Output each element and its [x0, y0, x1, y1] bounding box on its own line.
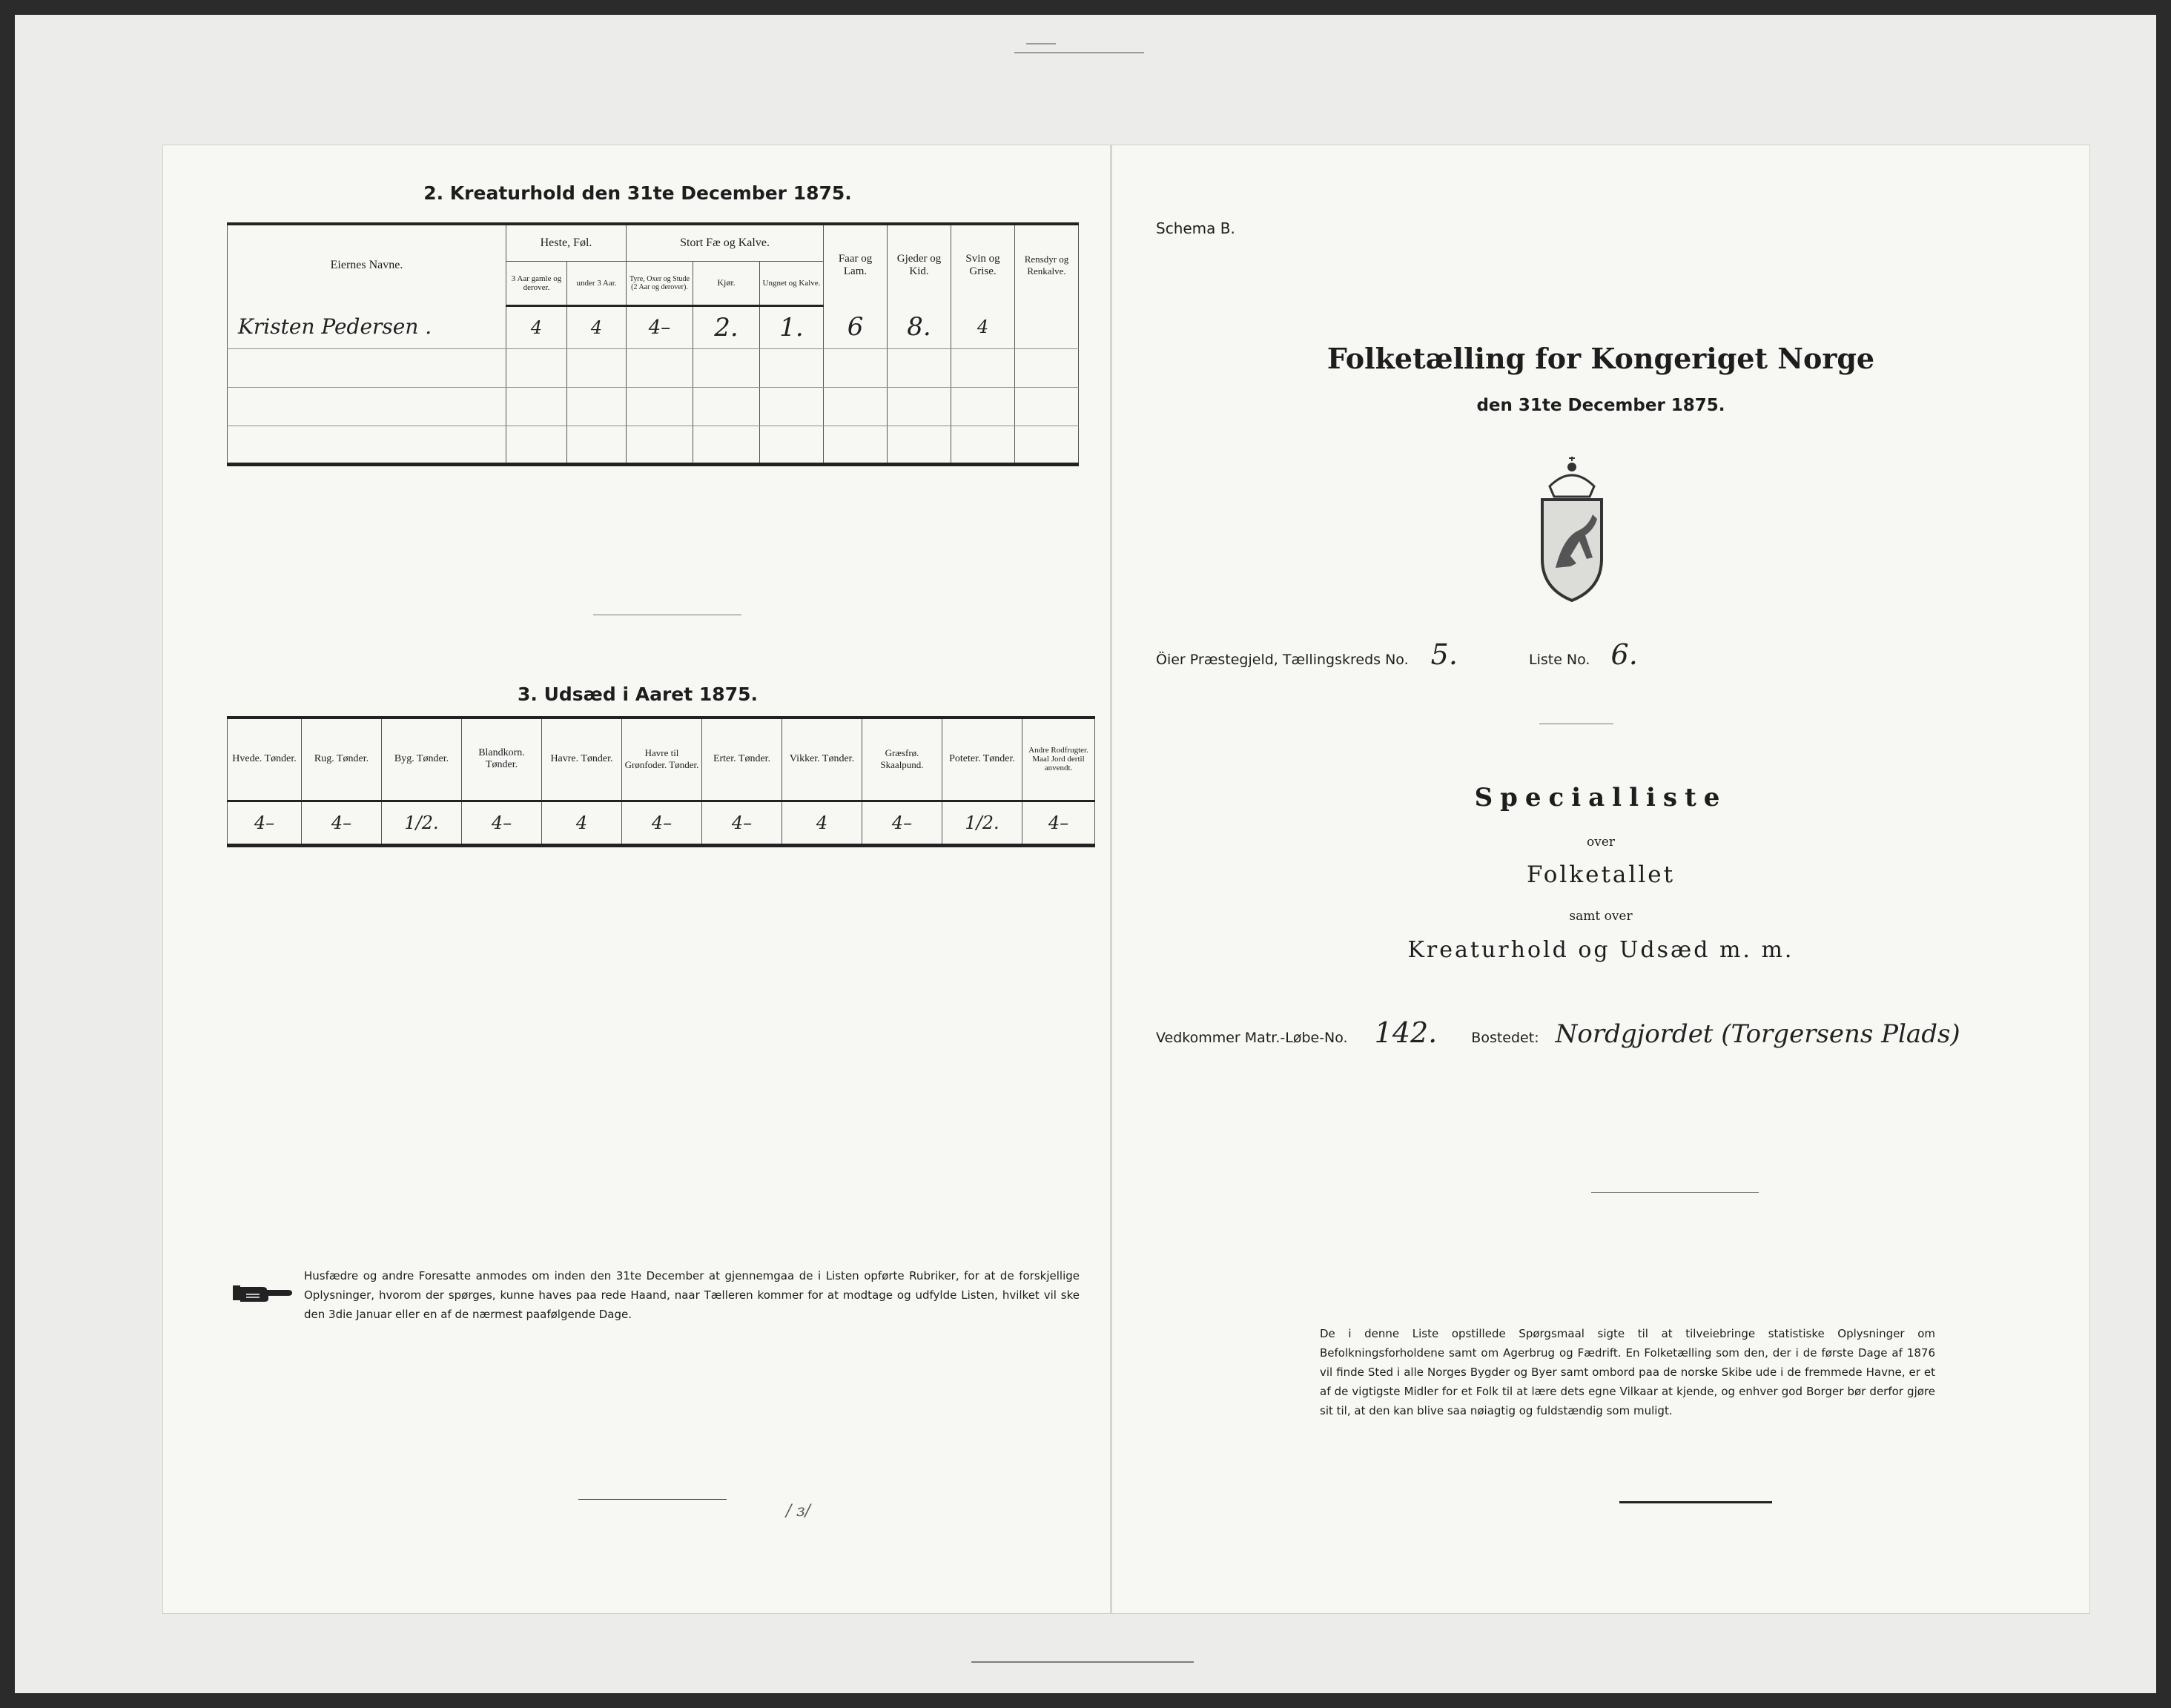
- form-subtitle: den 31te December 1875.: [1476, 396, 1725, 415]
- cattle-young-header: Ungnet og Kalve.: [760, 261, 824, 305]
- empty-cell: [824, 387, 888, 426]
- empty-cell: [888, 387, 951, 426]
- empty-cell: [567, 387, 627, 426]
- owner-cell: [228, 387, 506, 426]
- cattle-young-cell: 1.: [760, 305, 824, 348]
- sowing-header: Græsfrø. Skaalpund.: [862, 718, 942, 801]
- empty-cell: [627, 387, 693, 426]
- sowing-header: Byg. Tønder.: [382, 718, 462, 801]
- empty-cell: [824, 426, 888, 464]
- empty-cell: [506, 348, 567, 387]
- left-page: [163, 145, 1110, 1613]
- empty-cell: [951, 348, 1015, 387]
- owner-cell: Kristen Pedersen .: [228, 305, 506, 348]
- census-form-sheet: [163, 145, 2089, 1613]
- specialliste-heading: Specialliste: [1474, 783, 1728, 812]
- scan-top-mark-short: [1026, 43, 1056, 44]
- sowing-header: Hvede. Tønder.: [228, 718, 302, 801]
- empty-cell: [1015, 348, 1079, 387]
- scan-top-mark: [1014, 52, 1144, 53]
- pigs-cell: 4: [951, 305, 1015, 348]
- empty-cell: [951, 387, 1015, 426]
- reindeer-cell: [1015, 305, 1079, 348]
- empty-cell: [760, 426, 824, 464]
- sowing-header: Rug. Tønder.: [302, 718, 382, 801]
- horses-group-header: Heste, Føl.: [506, 224, 627, 261]
- parish-name: Öier: [1156, 652, 1186, 668]
- sowing-value-cell: 4: [542, 801, 622, 845]
- signature-line: [578, 1499, 727, 1500]
- reindeer-header: Rensdyr og Renkalve.: [1015, 224, 1079, 305]
- horses-over3-header: 3 Aar gamle og derover.: [506, 261, 567, 305]
- sowing-header: Erter. Tønder.: [702, 718, 782, 801]
- empty-cell: [760, 348, 824, 387]
- empty-cell: [627, 426, 693, 464]
- cattle-bulls-header: Tyre, Oxer og Stude (2 Aar og derover).: [627, 261, 693, 305]
- sowing-table: [227, 716, 1095, 847]
- property-line: [1156, 1016, 1960, 1049]
- livestock-table: [227, 222, 1079, 466]
- instruction-text: Husfædre og andre Foresatte anmodes om inden den 31te December at gjennemgaa de i Listen opførte Rubriker, for at de forskjellige Oplysninger, hvorom der spørges, kunne haves paa rede Haand, naar Tælleren kommer for at modtage og udfylde Listen, hvilket vil ske den 3die Januar eller en af de nærmest paafølgende Dage.: [304, 1269, 1080, 1321]
- sowing-value-cell: 1/2.: [382, 801, 462, 845]
- sowing-header: Blandkorn. Tønder.: [462, 718, 542, 801]
- bosted-label: Bostedet:: [1471, 1030, 1539, 1046]
- cattle-group-header: Stort Fæ og Kalve.: [627, 224, 824, 261]
- list-label: Liste No.: [1528, 652, 1590, 668]
- matr-number: 142.: [1374, 1016, 1438, 1049]
- sowing-header: Havre. Tønder.: [542, 718, 622, 801]
- coat-of-arms-icon: [1520, 457, 1624, 605]
- empty-cell: [888, 348, 951, 387]
- parish-line: [1156, 638, 1638, 671]
- empty-cell: [888, 426, 951, 464]
- sowing-value-cell: 4–: [702, 801, 782, 845]
- horses-over3-cell: 4: [506, 305, 567, 348]
- district-number: 5.: [1430, 638, 1458, 671]
- empty-cell: [824, 348, 888, 387]
- empty-cell: [506, 426, 567, 464]
- livestock-row: [228, 348, 1079, 387]
- sowing-header: Havre til Grønfoder. Tønder.: [622, 718, 702, 801]
- cattle-bulls-cell: 4–: [627, 305, 693, 348]
- sowing-value-cell: 4–: [622, 801, 702, 845]
- over-text: over: [1586, 835, 1616, 850]
- sowing-section-title: 3. Udsæd i Aaret 1875.: [518, 683, 758, 705]
- sheep-cell: 6: [824, 305, 888, 348]
- sowing-value-cell: 4–: [228, 801, 302, 845]
- form-title: Folketælling for Kongeriget Norge: [1326, 342, 1875, 375]
- sowing-header: Poteter. Tønder.: [942, 718, 1022, 801]
- cattle-cows-header: Kjør.: [693, 261, 760, 305]
- empty-cell: [627, 348, 693, 387]
- goats-header: Gjeder og Kid.: [888, 224, 951, 305]
- sowing-header: Andre Rodfrugter. Maal Jord dertil anvendt.: [1022, 718, 1095, 801]
- scan-bottom-squiggle: [971, 1661, 1194, 1663]
- empty-cell: [567, 348, 627, 387]
- right-page: [1112, 145, 2089, 1613]
- matr-label: Vedkommer Matr.-Løbe-No.: [1156, 1030, 1348, 1046]
- goats-cell: 8.: [888, 305, 951, 348]
- sowing-value-cell: 4–: [1022, 801, 1095, 845]
- owner-cell: [228, 426, 506, 464]
- pointing-hand-icon: [231, 1277, 292, 1306]
- sowing-header: Vikker. Tønder.: [782, 718, 862, 801]
- livestock-row: [228, 305, 1079, 348]
- scan-background: [15, 15, 2156, 1693]
- livestock-row: [228, 387, 1079, 426]
- sheep-header: Faar og Lam.: [824, 224, 888, 305]
- bosted-value: Nordgjordet (Torgersens Plads): [1555, 1019, 1960, 1049]
- bottom-rule: [1619, 1501, 1772, 1503]
- empty-cell: [693, 348, 760, 387]
- schema-label: Schema B.: [1156, 219, 1235, 237]
- empty-cell: [1015, 387, 1079, 426]
- empty-cell: [693, 426, 760, 464]
- empty-cell: [760, 387, 824, 426]
- owner-header: Eiernes Navne.: [228, 224, 506, 305]
- samt-over-text: samt over: [1569, 909, 1633, 924]
- empty-cell: [1015, 426, 1079, 464]
- parish-label: Præstegjeld,: [1189, 652, 1278, 668]
- kreaturhold-line: Kreaturhold og Udsæd m. m.: [1407, 937, 1794, 963]
- footer-explanation: De i denne Liste opstillede Spørgsmaal sigte til at tilveiebringe statistiske Oplysninger om Befolkningsforholdene samt om Agerbrug og Fædrift. En Folketælling som den, der i de første Dage af 1876 vil finde Sted i alle Norges Bygder og Byer samt ombord paa de norske Skibe ude i de fremmede Havne, er et af de vigtigste Midler for et Folk til at lære dets egne Vilkaar at kjende, og enhver god Borger bør derfor gjøre sit til, at den kan blive saa nøiagtig og fuldstændig som muligt.: [1320, 1327, 1935, 1417]
- empty-cell: [567, 426, 627, 464]
- divider: [1591, 1192, 1759, 1193]
- empty-cell: [951, 426, 1015, 464]
- sowing-value-cell: 4: [782, 801, 862, 845]
- folketallet-text: Folketallet: [1526, 861, 1676, 888]
- district-label: Tællingskreds No.: [1282, 652, 1409, 668]
- livestock-section-title: 2. Kreaturhold den 31te December 1875.: [423, 182, 852, 204]
- horses-under3-header: under 3 Aar.: [567, 261, 627, 305]
- empty-cell: [506, 387, 567, 426]
- pigs-header: Svin og Grise.: [951, 224, 1015, 305]
- sowing-value-cell: 4–: [302, 801, 382, 845]
- horses-under3-cell: 4: [567, 305, 627, 348]
- sowing-value-cell: 1/2.: [942, 801, 1022, 845]
- empty-cell: [693, 387, 760, 426]
- list-number: 6.: [1610, 638, 1638, 671]
- sowing-value-cell: 4–: [462, 801, 542, 845]
- cattle-cows-cell: 2.: [693, 305, 760, 348]
- owner-cell: [228, 348, 506, 387]
- pen-marks: / ɜ/: [786, 1502, 811, 1520]
- livestock-row: [228, 426, 1079, 464]
- sowing-value-cell: 4–: [862, 801, 942, 845]
